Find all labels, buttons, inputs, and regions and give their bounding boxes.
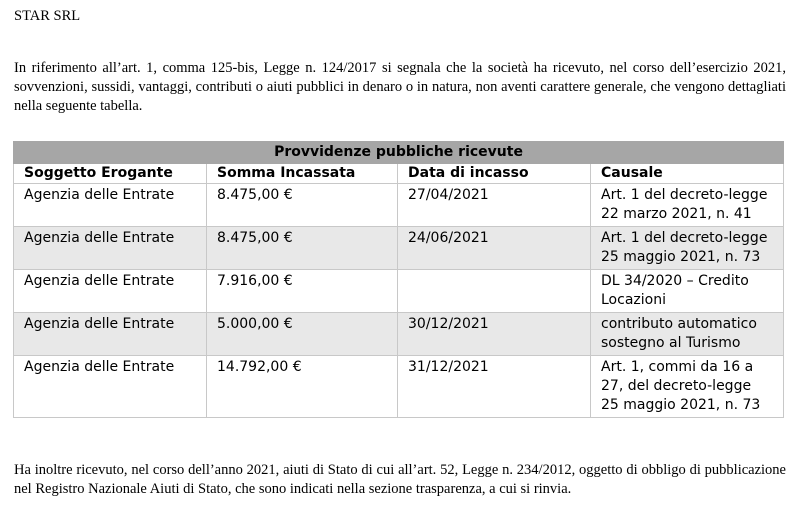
header-soggetto-erogante: Soggetto Erogante — [14, 164, 207, 184]
company-name: STAR SRL — [14, 8, 81, 24]
cell-data: 24/06/2021 — [398, 227, 591, 270]
cell-somma: 8.475,00 € — [207, 227, 398, 270]
header-data-incasso: Data di incasso — [398, 164, 591, 184]
cell-soggetto: Agenzia delle Entrate — [14, 356, 207, 418]
cell-somma: 5.000,00 € — [207, 313, 398, 356]
cell-data: 30/12/2021 — [398, 313, 591, 356]
cell-somma: 8.475,00 € — [207, 184, 398, 227]
cell-causale: Art. 1 del decreto-legge 22 marzo 2021, n. 41 — [591, 184, 784, 227]
outro-paragraph: Ha inoltre ricevuto, nel corso dell’anno 2021, aiuti di Stato di cui all’art. 52, Legge n. 234/2012, oggetto di obbligo di pubblicazione nel Registro Nazionale Aiuti di Stato, che sono indicati nella sezione trasparenza, a cui si rinvia. — [14, 462, 786, 497]
cell-causale: contributo automatico sostegno al Turismo — [591, 313, 784, 356]
cell-causale: Art. 1, commi da 16 a 27, del decreto-legge 25 maggio 2021, n. 73 — [591, 356, 784, 418]
cell-data: 27/04/2021 — [398, 184, 591, 227]
grants-table — [13, 141, 784, 418]
cell-soggetto: Agenzia delle Entrate — [14, 184, 207, 227]
cell-causale: DL 34/2020 – Credito Locazioni — [591, 270, 784, 313]
cell-somma: 14.792,00 € — [207, 356, 398, 418]
cell-data — [398, 270, 591, 313]
cell-causale: Art. 1 del decreto-legge 25 maggio 2021, n. 73 — [591, 227, 784, 270]
cell-soggetto: Agenzia delle Entrate — [14, 313, 207, 356]
table-row — [14, 270, 784, 313]
header-somma-incassata: Somma Incassata — [207, 164, 398, 184]
table-row — [14, 227, 784, 270]
intro-paragraph: In riferimento all’art. 1, comma 125-bis, Legge n. 124/2017 si segnala che la società ha ricevuto, nel corso dell’esercizio 2021, sovvenzioni, sussidi, vantaggi, contributi o aiuti pubblici in denaro o in natura, non aventi carattere generale, che vengono dettagliati nella seguente tabella. — [14, 60, 786, 114]
table-row — [14, 313, 784, 356]
header-causale: Causale — [591, 164, 784, 184]
cell-data: 31/12/2021 — [398, 356, 591, 418]
cell-somma: 7.916,00 € — [207, 270, 398, 313]
table-title: Provvidenze pubbliche ricevute — [14, 142, 784, 164]
table-row — [14, 356, 784, 418]
table-row — [14, 184, 784, 227]
cell-soggetto: Agenzia delle Entrate — [14, 270, 207, 313]
cell-soggetto: Agenzia delle Entrate — [14, 227, 207, 270]
